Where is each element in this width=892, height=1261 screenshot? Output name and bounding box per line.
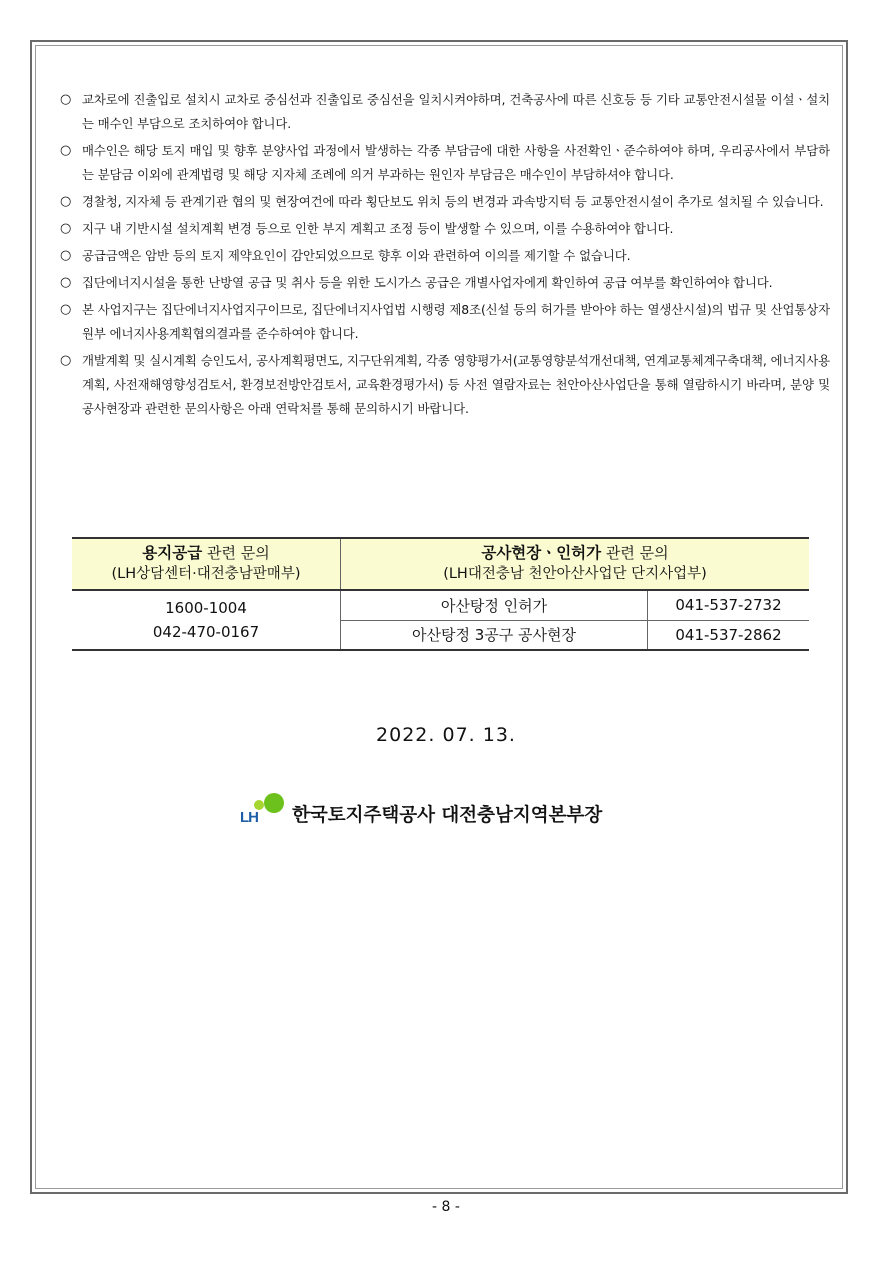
document-date: 2022. 07. 13. xyxy=(376,724,516,746)
notice-item: ○ 개발계획 및 실시계획 승인도서, 공사계획평면도, 지구단위계획, 각종 영향평가서(교통영향분석개선대책, 연계교통체계구축대책, 에너지사용계획, 사전재해영향성검토서, 환경보전방안검토서, 교육환경평가서) 등 사전 열람자료는 천안아산사업단을 통해 열람하시기 바라며, 분양 및 공사현장과 관련한 문의사항은 아래 연락처를 통해 문의하시기 바랍니다. xyxy=(60,349,830,421)
notice-list xyxy=(60,88,830,424)
notice-item: ○ 매수인은 해당 토지 매입 및 향후 분양사업 과정에서 발생하는 각종 부담금에 대한 사항을 사전확인ㆍ준수하여야 하며, 우리공사에서 부담하는 분담금 이외에 관계법령 및 해당 지자체 조례에 의거 부과하는 원인자 부담금은 매수인이 부담하셔야 합니다. xyxy=(60,139,830,187)
land-supply-phones: 1600-1004 042-470-0167 xyxy=(72,590,341,650)
contact-table xyxy=(72,537,809,651)
notice-item: ○ 집단에너지시설을 통한 난방열 공급 및 취사 등을 위한 도시가스 공급은 개별사업자에게 확인하여 공급 여부를 확인하여야 합니다. xyxy=(60,271,830,295)
contact-label: 아산탕정 인허가 xyxy=(341,590,648,620)
contact-phone: 041-537-2732 xyxy=(648,590,810,620)
signature-block xyxy=(238,789,602,829)
circle-bullet-icon: ○ xyxy=(60,275,72,290)
logo-text: LH xyxy=(240,809,258,826)
contact-label: 아산탕정 3공구 공사현장 xyxy=(341,620,648,650)
land-supply-header: 용지공급 관련 문의 (LH상담센터·대전충남판매부) xyxy=(72,538,341,590)
table-row xyxy=(72,590,809,620)
notice-item: ○ 공급금액은 암반 등의 토지 제약요인이 감안되었으므로 향후 이와 관련하여 이의를 제기할 수 없습니다. xyxy=(60,244,830,268)
construction-permit-header: 공사현장ㆍ인허가 관련 문의 (LH대전충남 천안아산사업단 단지사업부) xyxy=(341,538,810,590)
page-number: - 8 - xyxy=(432,1199,460,1215)
circle-bullet-icon: ○ xyxy=(60,248,72,263)
circle-bullet-icon: ○ xyxy=(60,221,72,236)
circle-bullet-icon: ○ xyxy=(60,143,72,158)
circle-bullet-icon: ○ xyxy=(60,302,72,317)
notice-item: ○ 지구 내 기반시설 설치계획 변경 등으로 인한 부지 계획고 조정 등이 발생할 수 있으며, 이를 수용하여야 합니다. xyxy=(60,217,830,241)
lh-logo xyxy=(238,791,288,829)
organization-name: 한국토지주택공사 대전충남지역본부장 xyxy=(292,805,603,826)
notice-item: ○ 본 사업지구는 집단에너지사업지구이므로, 집단에너지사업법 시행령 제8조(신설 등의 허가를 받아야 하는 열생산시설)의 법규 및 산업통상자원부 에너지사용계획협의결과를 준수하여야 합니다. xyxy=(60,298,830,346)
notice-item: ○ 교차로에 진출입로 설치시 교차로 중심선과 진출입로 중심선을 일치시켜야하며, 건축공사에 따른 신호등 등 기타 교통안전시설물 이설ㆍ설치는 매수인 부담으로 조치하여야 합니다. xyxy=(60,88,830,136)
contact-table-header xyxy=(72,538,809,590)
circle-bullet-icon: ○ xyxy=(60,353,72,368)
circle-bullet-icon: ○ xyxy=(60,194,72,209)
circle-bullet-icon: ○ xyxy=(60,92,72,107)
notice-item: ○ 경찰청, 지자체 등 관계기관 협의 및 현장여건에 따라 횡단보도 위치 등의 변경과 과속방지턱 등 교통안전시설이 추가로 설치될 수 있습니다. xyxy=(60,190,830,214)
logo-large-dot-icon xyxy=(264,793,284,813)
contact-phone: 041-537-2862 xyxy=(648,620,810,650)
